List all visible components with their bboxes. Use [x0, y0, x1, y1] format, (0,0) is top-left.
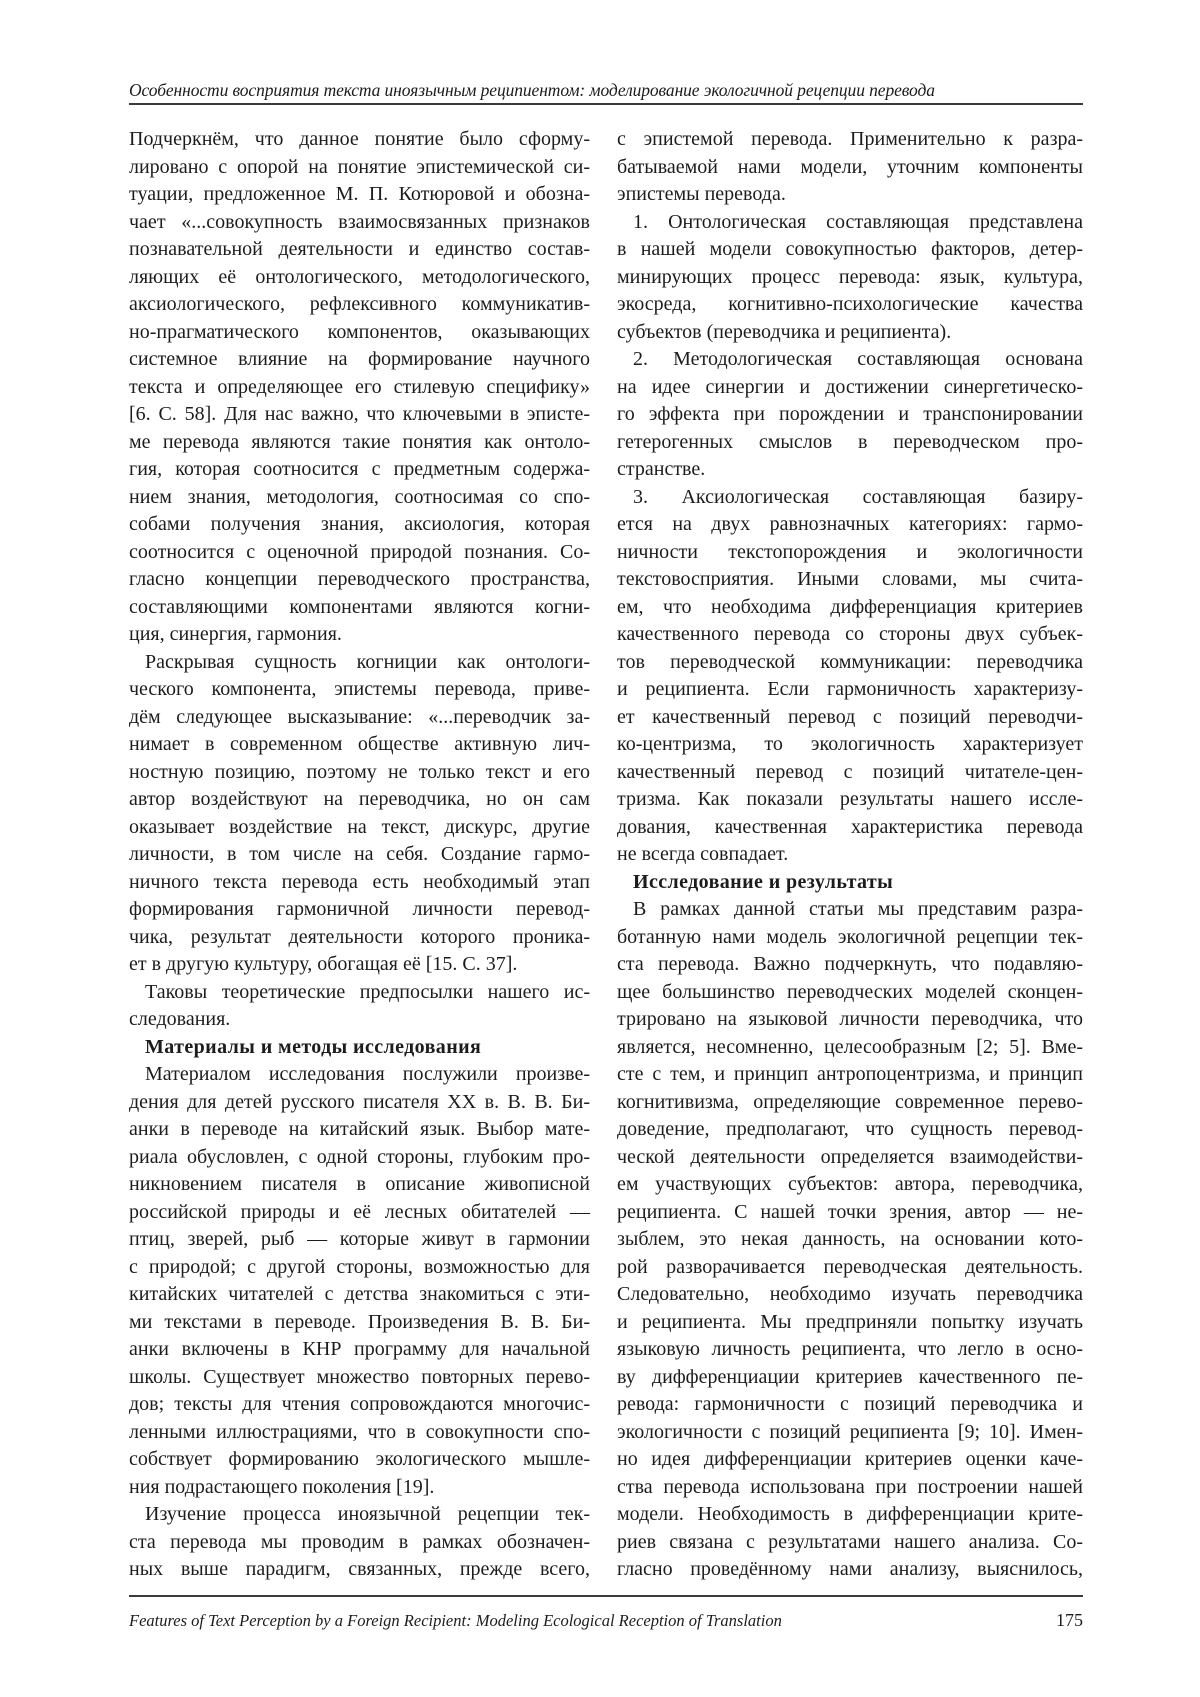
- text-line: тов переводческой коммуникации: переводчика: [617, 650, 1083, 673]
- text-line: 2. Методологическая составляющая основана: [633, 348, 1083, 370]
- text-line: ста перевода мы проводим в рамках обозначен-: [129, 1530, 590, 1553]
- text-line: Следовательно, необходимо изучать переводчика: [617, 1283, 1083, 1305]
- section-heading: Материалы и методы исследования: [145, 1035, 482, 1058]
- paragraph: [617, 896, 1083, 1584]
- section-heading: Исследование и результаты: [633, 870, 894, 893]
- text-line: туации, предложенное М. П. Котюровой и обозна-: [129, 183, 590, 205]
- text-line: странстве.: [617, 458, 706, 480]
- text-line: лировано с опорой на понятие эпистемической си-: [129, 155, 590, 178]
- text-line: эпистемы перевода.: [617, 183, 786, 205]
- text-line: Материалом исследования послужили произве-: [145, 1063, 590, 1085]
- text-line: нимает в современном обществе активную лич-: [129, 733, 590, 755]
- text-line: системное влияние на формирование научного: [129, 348, 590, 370]
- text-line: Таковы теоретические предпосылки нашего ис-: [145, 980, 590, 1003]
- text-line: никновением писателя в описание живописной: [129, 1173, 590, 1195]
- text-line: чика, результат деятельности которого проника-: [129, 925, 590, 948]
- text-line: ных выше парадигм, связанных, прежде всего,: [129, 1558, 590, 1580]
- text-line: личности, в том числе на себя. Создание гармо-: [129, 843, 590, 865]
- footer-rule: [129, 1595, 1083, 1597]
- paragraph: [129, 126, 590, 649]
- text-line: с природой; с другой стороны, возможностью для: [129, 1255, 590, 1278]
- text-line: минирующих процесс перевода: язык, культура,: [617, 265, 1083, 288]
- text-line: соотносится с оценочной природой познания. Со-: [129, 540, 590, 563]
- text-line: ция, синергия, гармония.: [129, 623, 342, 645]
- text-line: доведение, предполагают, что сущность перевод-: [617, 1118, 1083, 1140]
- text-line: Раскрывая сущность когниции как онтологи-: [145, 650, 590, 673]
- text-line: школы. Существует множество повторных перево-: [129, 1365, 590, 1388]
- text-line: 3. Аксиологическая составляющая базиру-: [633, 485, 1083, 508]
- text-line: ста перевода. Важно подчеркнуть, что подавляю-: [617, 953, 1083, 975]
- text-line: ет качественный перевод с позиций переводчи-: [617, 705, 1083, 728]
- text-line: ко-центризма, то экологичность характеризует: [617, 733, 1083, 755]
- paragraph: [617, 346, 1083, 484]
- text-line: зыблем, это некая данность, на основании кото-: [617, 1228, 1083, 1250]
- text-line: на идее синергии и достижении синергетическо-: [617, 375, 1083, 398]
- text-line: ческого компонента, эпистемы перевода, приве-: [129, 678, 590, 700]
- paragraph: [617, 126, 1083, 209]
- text-line: ревода: гармоничности с позиций переводчика и: [617, 1393, 1083, 1415]
- text-line: анки в переводе на китайский язык. Выбор мате-: [129, 1118, 590, 1140]
- text-line: ется на двух равнозначных категориях: гармо-: [617, 513, 1083, 535]
- text-line: риала обусловлен, с одной стороны, глубоким про-: [129, 1145, 590, 1168]
- text-line: ничного текста перевода есть необходимый этап: [129, 870, 590, 893]
- paragraph: [129, 649, 590, 979]
- text-line: но идея дифференциации критериев оценки каче-: [617, 1448, 1083, 1470]
- text-line: является, несомненно, целесообразным [2; 5]. Вме-: [617, 1035, 1083, 1058]
- header-rule: [129, 103, 1083, 105]
- text-line: ботанную нами модель экологичной рецепции тек-: [617, 925, 1083, 948]
- text-line: батываемой нами модели, уточним компоненты: [617, 155, 1083, 178]
- right-column: [617, 126, 1083, 1584]
- text-line: го эффекта при порождении и транспонировании: [617, 403, 1083, 425]
- text-line: не всегда совпадает.: [617, 843, 789, 865]
- text-line: В рамках данной статьи мы представим разра-: [633, 898, 1083, 920]
- text-line: китайских читателей с детства знакомиться с эти-: [129, 1283, 590, 1305]
- text-line: с эпистемой перевода. Применительно к разра-: [617, 128, 1083, 150]
- text-line: экосреда, когнитивно-психологические качества: [617, 293, 1083, 315]
- text-line: оказывает воздействие на текст, дискурс, другие: [129, 815, 590, 838]
- paragraph: [129, 1501, 590, 1584]
- text-line: ем, что необходима дифференциация критериев: [617, 595, 1083, 618]
- text-line: экологичности с позиций реципиента [9; 10]. Имен-: [617, 1420, 1083, 1443]
- text-line: щее большинство переводческих моделей сконцен-: [617, 980, 1083, 1003]
- text-line: текстовосприятия. Иными словами, мы счита-: [617, 568, 1083, 590]
- text-line: собствует формированию экологического мышле-: [129, 1448, 590, 1470]
- text-line: сте с тем, и принцип антропоцентризма, и принцип: [617, 1063, 1083, 1085]
- left-column: [129, 126, 590, 1584]
- text-line: Подчеркнём, что данное понятие было сформу-: [129, 128, 590, 150]
- paragraph: [617, 209, 1083, 347]
- text-line: анки включены в КНР программу для начальной: [129, 1338, 590, 1360]
- text-line: дём следующее высказывание: «...переводчик за-: [129, 705, 590, 728]
- text-line: 1. Онтологическая составляющая представлена: [633, 210, 1083, 233]
- text-line: но-прагматического компонентов, оказывающих: [129, 320, 590, 343]
- text-line: ляющих её онтологического, методологического,: [129, 265, 590, 288]
- text-line: рой разворачивается переводческая деятельность.: [617, 1255, 1083, 1278]
- text-line: текста и определяющее его стилевую специфику»: [129, 375, 590, 398]
- paragraph: [617, 484, 1083, 869]
- text-line: [6. С. 58]. Для нас важно, что ключевыми в эписте-: [129, 403, 590, 425]
- text-line: ет в другую культуру, обогащая её [15. С. 37].: [129, 953, 518, 975]
- text-line: гласно проведённому нами анализу, выяснилось,: [617, 1558, 1083, 1580]
- text-line: ме перевода являются такие понятия как онтоло-: [129, 430, 590, 453]
- text-line: и реципиента. Если гармоничность характеризу-: [617, 678, 1083, 700]
- text-line: трировано на языковой личности переводчика, что: [617, 1008, 1083, 1030]
- text-line: качественный перевод с позиций читателе-цен-: [617, 760, 1083, 783]
- text-line: дения для детей русского писателя XX в. В. В. Би-: [129, 1090, 590, 1113]
- text-line: нием знания, методология, соотносимая со спо-: [129, 485, 590, 508]
- text-line: ем участвующих субъектов: автора, переводчика,: [617, 1173, 1083, 1195]
- text-line: ния подрастающего поколения [19].: [129, 1475, 435, 1498]
- text-line: и реципиента. Мы предприняли попытку изучать: [617, 1310, 1083, 1333]
- text-line: ми текстами в переводе. Произведения В. В. Би-: [129, 1310, 590, 1333]
- text-line: Изучение процесса иноязычной рецепции тек-: [145, 1503, 590, 1525]
- text-line: качественного перевода со стороны двух субъек-: [617, 623, 1083, 645]
- text-line: гласно концепции переводческого пространства,: [129, 568, 590, 590]
- text-line: ческой деятельности определяется взаимодействи-: [617, 1145, 1083, 1168]
- text-line: гия, которая соотносится с предметным содержа-: [129, 458, 590, 480]
- text-line: следования.: [129, 1008, 231, 1030]
- text-line: риев связана с результатами нашего анализа. Со-: [617, 1530, 1083, 1553]
- paragraph: [129, 1061, 590, 1501]
- text-line: гетерогенных смыслов в переводческом про-: [617, 430, 1083, 453]
- text-line: аксиологического, рефлексивного коммуникатив-: [129, 293, 590, 315]
- text-line: автор воздействуют на переводчика, но он сам: [129, 788, 590, 810]
- text-line: субъектов (переводчика и реципиента).: [617, 320, 952, 343]
- text-line: дования, качественная характеристика перевода: [617, 815, 1083, 838]
- text-line: чает «...совокупность взаимосвязанных признаков: [129, 210, 590, 233]
- text-line: российской природы и её лесных обитателей —: [129, 1200, 590, 1223]
- text-line: языковую личность реципиента, что легло в осно-: [617, 1338, 1083, 1360]
- text-line: ву дифференциации критериев качественного пе-: [617, 1365, 1083, 1388]
- text-line: дов; тексты для чтения сопровождаются многочис-: [129, 1393, 590, 1415]
- text-line: ничности текстопорождения и экологичности: [617, 540, 1083, 563]
- text-line: когнитивизма, определяющие современное перево-: [617, 1090, 1083, 1113]
- text-line: птиц, зверей, рыб — которые живут в гармонии: [129, 1228, 590, 1250]
- text-line: ства перевода использована при построении нашей: [617, 1475, 1083, 1498]
- running-header-title: Особенности восприятия текста иноязычным реципиентом: моделирование экологичной рецепции перевода: [129, 80, 935, 100]
- text-line: познавательной деятельности и единство состав-: [129, 238, 590, 260]
- text-line: реципиента. С нашей точки зрения, автор — не-: [617, 1200, 1083, 1223]
- running-footer-title: Features of Text Perception by a Foreign Recipient: Modeling Ecological Reception of Translation: [129, 1611, 782, 1630]
- paragraph: [129, 979, 590, 1034]
- text-line: собами получения знания, аксиология, которая: [129, 513, 590, 535]
- text-line: модели. Необходимость в дифференциации крите-: [617, 1503, 1083, 1525]
- text-line: формирования гармоничной личности перевод-: [129, 898, 590, 920]
- text-line: ленными иллюстрациями, что в совокупности спо-: [129, 1420, 590, 1443]
- text-line: тризма. Как показали результаты нашего иссле-: [617, 788, 1083, 810]
- page-number: 175: [1056, 1610, 1083, 1630]
- text-line: ностную позицию, поэтому не только текст и его: [129, 760, 590, 783]
- text-line: в нашей модели совокупностью факторов, детер-: [617, 238, 1083, 260]
- text-line: составляющими компонентами являются когни-: [129, 595, 590, 618]
